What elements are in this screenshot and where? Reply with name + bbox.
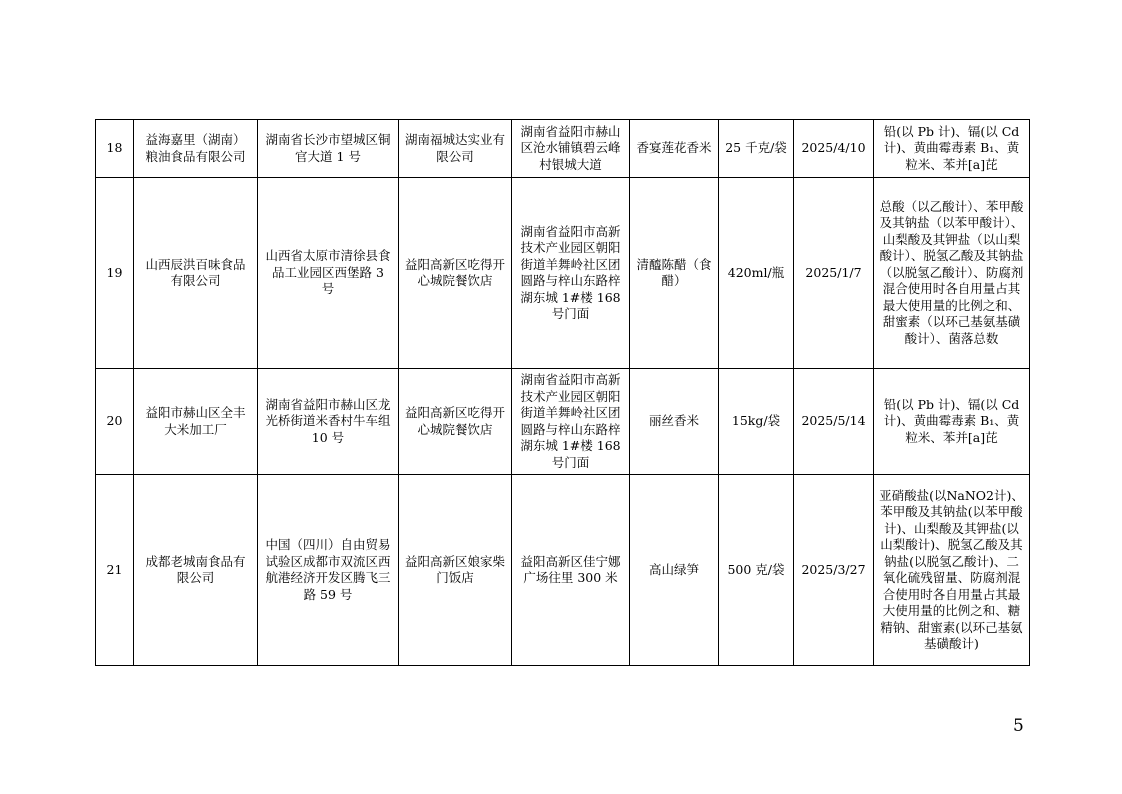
table-row <box>96 178 1030 369</box>
spec-cell: 500 克/袋 <box>719 475 794 666</box>
product-name-cell: 香宴莲花香米 <box>630 120 719 178</box>
producer-name-cell: 益阳市赫山区全丰大米加工厂 <box>134 369 258 475</box>
production-date-cell: 2025/1/7 <box>794 178 874 369</box>
row-number-cell: 20 <box>96 369 134 475</box>
sampled-address-cell: 湖南省益阳市高新技术产业园区朝阳街道羊舞岭社区团圆路与梓山东路梓湖东城 1#楼 168 号门面 <box>512 369 630 475</box>
producer-address-cell: 中国（四川）自由贸易试验区成都市双流区西航港经济开发区腾飞三路 59 号 <box>258 475 399 666</box>
producer-name-cell: 益海嘉里（湖南）粮油食品有限公司 <box>134 120 258 178</box>
product-name-cell: 清醯陈醋（食醋） <box>630 178 719 369</box>
sampled-unit-cell: 益阳高新区娘家柴门饭店 <box>399 475 512 666</box>
producer-name-cell: 成都老城南食品有限公司 <box>134 475 258 666</box>
spec-cell: 15kg/袋 <box>719 369 794 475</box>
production-date-cell: 2025/4/10 <box>794 120 874 178</box>
production-date-cell: 2025/5/14 <box>794 369 874 475</box>
table-row <box>96 475 1030 666</box>
producer-name-cell: 山西辰洪百味食品有限公司 <box>134 178 258 369</box>
producer-address-cell: 湖南省长沙市望城区铜官大道 1 号 <box>258 120 399 178</box>
product-name-cell: 丽丝香米 <box>630 369 719 475</box>
inspection-results-table <box>95 119 1030 666</box>
page-number: 5 <box>1013 716 1024 736</box>
production-date-cell: 2025/3/27 <box>794 475 874 666</box>
row-number-cell: 21 <box>96 475 134 666</box>
test-items-cell: 亚硝酸盐(以NaNO2计)、苯甲酸及其钠盐(以苯甲酸计)、山梨酸及其钾盐(以山梨酸计)、脱氢乙酸及其钠盐(以脱氢乙酸计)、二氧化硫残留量、防腐剂混合使用时各自用量占其最大使用量的比例之和、糖精钠、甜蜜素(以环己基氨基磺酸计) <box>874 475 1030 666</box>
sampled-unit-cell: 益阳高新区吃得开心城院餐饮店 <box>399 369 512 475</box>
sampled-address-cell: 湖南省益阳市高新技术产业园区朝阳街道羊舞岭社区团圆路与梓山东路梓湖东城 1#楼 168 号门面 <box>512 178 630 369</box>
sampled-address-cell: 益阳高新区佳宁娜广场往里 300 米 <box>512 475 630 666</box>
sampled-unit-cell: 益阳高新区吃得开心城院餐饮店 <box>399 178 512 369</box>
spec-cell: 420ml/瓶 <box>719 178 794 369</box>
test-items-cell: 总酸（以乙酸计）、苯甲酸及其钠盐（以苯甲酸计）、山梨酸及其钾盐（以山梨酸计）、脱氢乙酸及其钠盐（以脱氢乙酸计）、防腐剂混合使用时各自用量占其最大使用量的比例之和、甜蜜素（以环己基氨基磺酸计）、菌落总数 <box>874 178 1030 369</box>
sampled-address-cell: 湖南省益阳市赫山区沧水铺镇碧云峰村银城大道 <box>512 120 630 178</box>
product-name-cell: 高山绿笋 <box>630 475 719 666</box>
test-items-cell: 铅(以 Pb 计)、镉(以 Cd 计)、黄曲霉毒素 B₁、黄粒米、苯并[a]芘 <box>874 369 1030 475</box>
producer-address-cell: 湖南省益阳市赫山区龙光桥街道米香村牛车组 10 号 <box>258 369 399 475</box>
row-number-cell: 18 <box>96 120 134 178</box>
test-items-cell: 铅(以 Pb 计)、镉(以 Cd 计)、黄曲霉毒素 B₁、黄粒米、苯并[a]芘 <box>874 120 1030 178</box>
spec-cell: 25 千克/袋 <box>719 120 794 178</box>
table-row <box>96 369 1030 475</box>
row-number-cell: 19 <box>96 178 134 369</box>
table-row <box>96 120 1030 178</box>
sampled-unit-cell: 湖南福城达实业有限公司 <box>399 120 512 178</box>
producer-address-cell: 山西省太原市清徐县食品工业园区西堡路 3 号 <box>258 178 399 369</box>
